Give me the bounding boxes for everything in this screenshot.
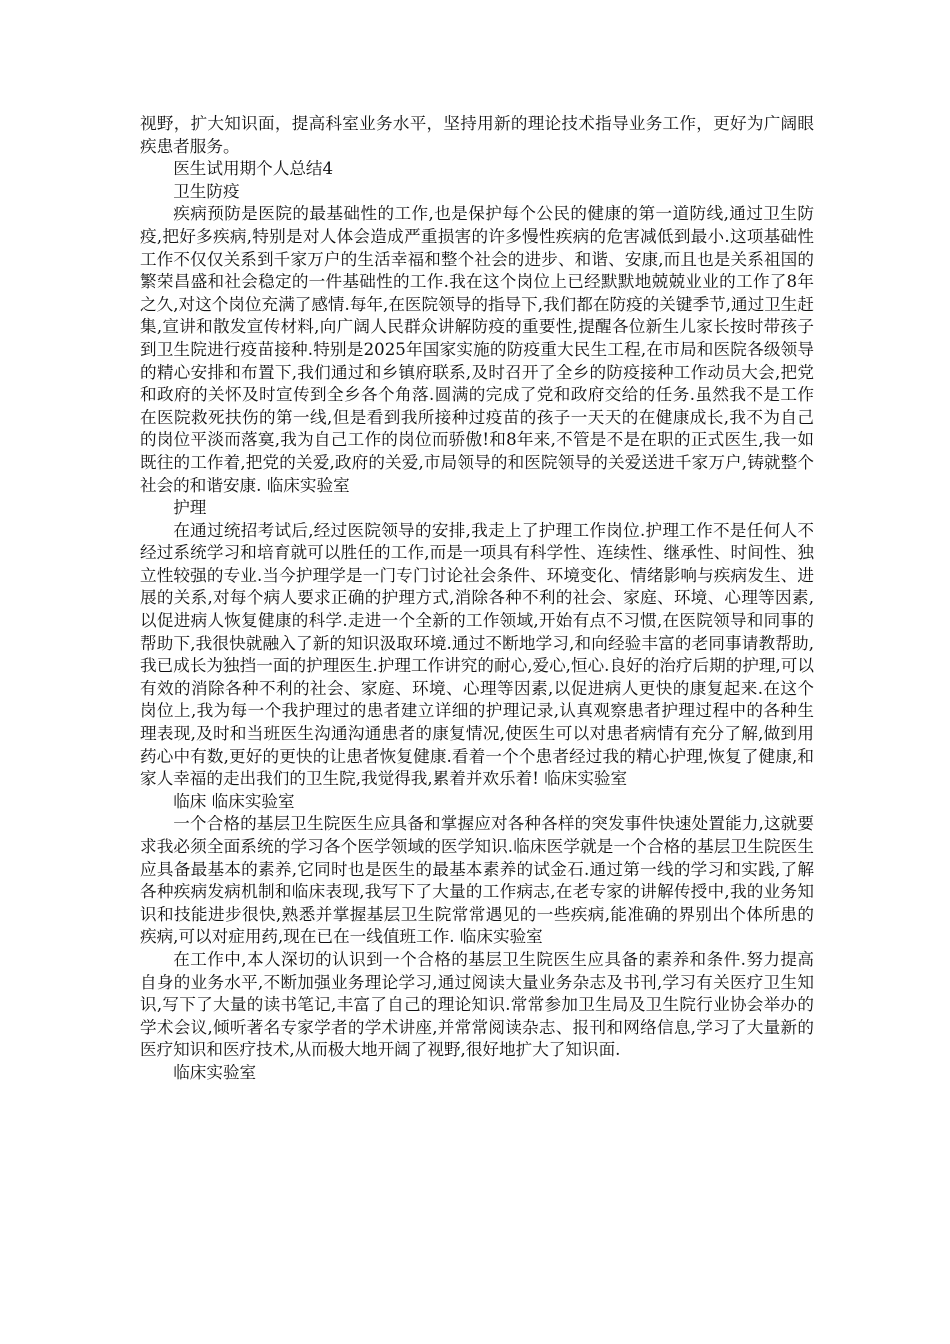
paragraph-nursing: 在通过统招考试后,经过医院领导的安排,我走上了护理工作岗位.护理工作不是任何人不经过系统学习和培育就可以胜任的工作,而是一项具有科学性、连续性、继承性、时间性、独立性较强的专业.当今护理学是一门专门讨论社会条件、环境变化、情绪影响与疾病发生、进展的关系,对每个病人要求正确的护理方式,消除各种不利的社会、家庭、环境、心理等因素,以促进病人恢复健康的科学.走进一个全新的工作领域,开始有点不习惯,在医院领导和同事的帮助下,我很快就融入了新的知识汲取环境.通过不断地学习,和向经验丰富的老同事请教帮助,我已成长为独挡一面的护理医生.护理工作讲究的耐心,爱心,恒心.良好的治疗后期的护理,可以有效的消除各种不利的社会、家庭、环境、心理等因素,以促进病人更快的康复起来.在这个岗位上,我为每一个我护理过的患者建立详细的护理记录,认真观察患者护理过程中的各种生理表现,及时和当班医生沟通沟通患者的康复情况,使医生可以对患者病情有充分了解,做到用药心中有数,更好的更快的让患者恢复健康.看着一个个患者经过我的精心护理,恢复了健康,和家人幸福的走出我们的卫生院,我觉得我,累着并欢乐着! 临床实验室 <box>140 520 814 789</box>
document-body <box>140 113 814 1085</box>
subheading-nursing: 护理 <box>173 498 207 518</box>
paragraph-epidemic-prevention: 疾病预防是医院的最基础性的工作,也是保护每个公民的健康的第一道防线,通过卫生防疫,把好多疾病,特别是对人体会造成严重损害的许多慢性疾病的危害减低到最小.这项基础性工作不仅仅关系到千家万户的生活幸福和整个社会的进步、和谐、安康,而且也是关系祖国的繁荣昌盛和社会稳定的一件基础性的工作.我在这个岗位上已经默默地兢兢业业的工作了8年之久,对这个岗位充满了感情.每年,在医院领导的指导下,我们都在防疫的关键季节,通过卫生赶集,宣讲和散发宣传材料,向广阔人民群众讲解防疫的重要性,提醒各位新生儿家长按时带孩子到卫生院进行疫苗接种.特别是2025年国家实施的防疫重大民生工程,在市局和医院各级领导的精心安排和布置下,我们通过和乡镇府联系,及时召开了全乡的防疫接种工作动员大会,把党和政府的关怀及时宣传到全乡各个角落.圆满的完成了党和政府交给的任务.虽然我不是工作在医院救死扶伤的第一线,但是看到我所接种过疫苗的孩子一天天的在健康成长,我不为自己的岗位平淡而落寞,我为自己工作的岗位而骄傲!和8年来,不管是不是在职的正式医生,我一如既往的工作着,把党的关爱,政府的关爱,市局领导的和医院领导的关爱送进千家万户,铸就整个社会的和谐安康. 临床实验室 <box>140 204 814 495</box>
subheading-epidemic-prevention: 卫生防疫 <box>173 181 240 201</box>
trailing-label: 临床实验室 <box>173 1062 257 1082</box>
paragraph-continuation: 视野，扩大知识面，提高科室业务水平，坚持用新的理论技术指导业务工作，更好为广阔眼疾患者服务。 <box>140 114 814 156</box>
paragraph-clinical: 一个合格的基层卫生院医生应具备和掌握应对各种各样的突发事件快速处置能力,这就要求我必须全面系统的学习各个医学领域的医学知识.临床医学就是一个合格的基层卫生院医生应具备最基本的素养,它同时也是医生的最基本素养的试金石.通过第一线的学习和实践,了解各种疾病发病机制和临床表现,我写下了大量的工作病志,在老专家的讲解传授中,我的业务知识和技能进步很快,熟悉并掌握基层卫生院常常遇见的一些疾病,能准确的界别出个体所患的疾病,可以对症用药,现在已在一线值班工作. 临床实验室 <box>140 814 814 947</box>
paragraph-work-reflection: 在工作中,本人深切的认识到一个合格的基层卫生院医生应具备的素养和条件.努力提高自身的业务水平,不断加强业务理论学习,通过阅读大量业务杂志及书刊,学习有关医疗卫生知识,写下了大量的读书笔记,丰富了自己的理论知识.常常参加卫生局及卫生院行业协会举办的学术会议,倾听著名专家学者的学术讲座,并常常阅读杂志、报刊和网络信息,学习了大量新的医疗知识和医疗技术,从而极大地开阔了视野,很好地扩大了知识面. <box>140 949 814 1060</box>
subheading-clinical: 临床 临床实验室 <box>173 791 295 811</box>
section-title: 医生试用期个人总结4 <box>173 159 334 179</box>
